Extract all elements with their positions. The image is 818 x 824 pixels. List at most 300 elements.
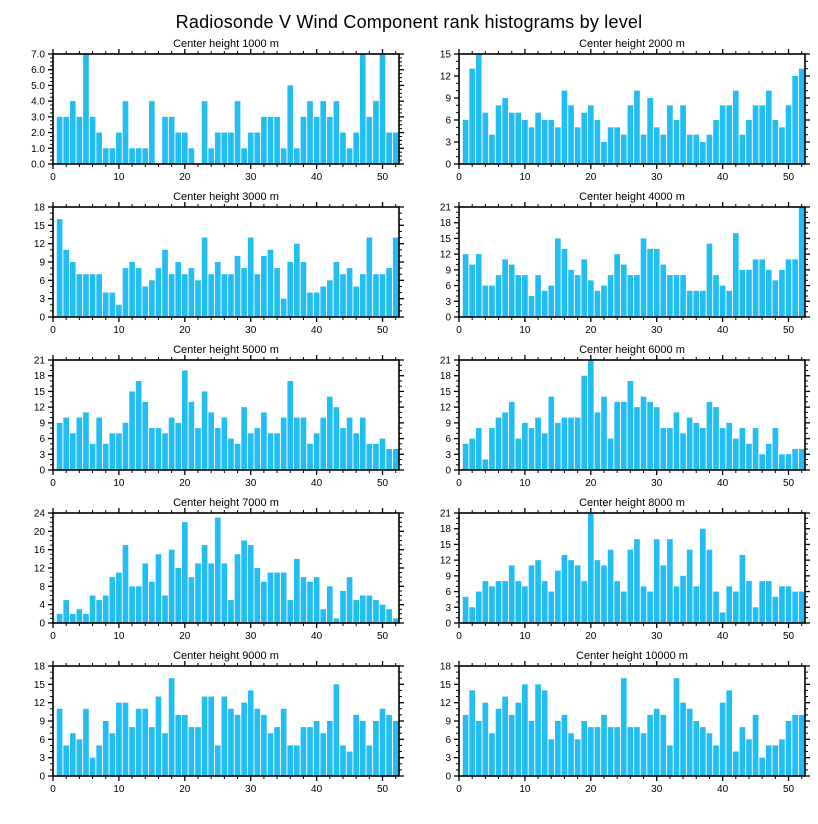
bar (116, 133, 122, 164)
histogram-panel (7, 343, 405, 495)
svg-text:4: 4 (39, 600, 45, 612)
bar (222, 133, 228, 164)
bar (740, 270, 746, 317)
bar (360, 274, 366, 317)
bar (713, 745, 719, 776)
bar (360, 596, 366, 624)
bar (608, 275, 614, 317)
bar (509, 402, 515, 470)
bars (463, 678, 805, 776)
bar (320, 609, 326, 623)
bar (241, 703, 247, 776)
svg-text:40: 40 (311, 478, 323, 489)
bar (621, 265, 627, 317)
bar (136, 268, 142, 317)
svg-text:9: 9 (445, 571, 451, 583)
bar (759, 259, 765, 317)
svg-text:50: 50 (376, 784, 389, 795)
bar (693, 135, 699, 164)
svg-text:30: 30 (651, 631, 663, 642)
bar (353, 286, 359, 317)
bar (103, 444, 109, 470)
bar (175, 568, 181, 623)
bar (287, 600, 293, 623)
bar (334, 684, 340, 776)
histogram-panel (413, 343, 811, 495)
bar (562, 555, 568, 623)
svg-text:0: 0 (39, 312, 45, 324)
bar (63, 250, 69, 317)
bar (149, 727, 155, 776)
svg-text:40: 40 (717, 172, 729, 183)
bar (301, 577, 307, 623)
bar (136, 709, 142, 776)
bar (476, 592, 482, 623)
bar (116, 305, 122, 317)
bars (463, 54, 805, 164)
svg-text:50: 50 (376, 478, 389, 489)
bar (340, 745, 346, 776)
bar (281, 573, 287, 623)
bar (515, 113, 521, 164)
svg-text:3.0: 3.0 (31, 112, 45, 124)
bar (502, 697, 508, 776)
bar (628, 727, 634, 776)
bar (654, 539, 660, 623)
bar (720, 703, 726, 776)
bar (601, 565, 607, 623)
svg-text:0: 0 (39, 618, 45, 630)
bar (779, 270, 785, 317)
svg-text:6: 6 (445, 587, 451, 599)
bar (687, 418, 693, 470)
svg-text:0: 0 (445, 312, 451, 324)
bar (779, 586, 785, 623)
bar (90, 758, 96, 776)
bar (57, 614, 63, 623)
bar (109, 293, 115, 317)
bar (116, 573, 122, 623)
panel-title: Center height 8000 m (579, 497, 685, 509)
histogram-panel (413, 37, 811, 189)
histogram-panel (413, 649, 811, 801)
svg-text:8: 8 (39, 581, 45, 593)
bar (314, 577, 320, 623)
svg-text:50: 50 (782, 325, 795, 336)
bar (393, 721, 399, 776)
bar (660, 565, 666, 623)
rank-histogram-svg (7, 37, 405, 189)
svg-text:9: 9 (39, 257, 45, 269)
bar (222, 563, 228, 623)
bar (773, 428, 779, 470)
bar (568, 105, 574, 164)
bar (70, 614, 76, 623)
bar (628, 381, 634, 470)
bar (215, 428, 221, 470)
bar (77, 274, 83, 317)
panel-title: Center height 10000 m (576, 650, 688, 662)
bar (208, 697, 214, 776)
bar (667, 275, 673, 317)
bar (799, 69, 805, 164)
bar (509, 715, 515, 776)
bar (169, 678, 175, 776)
svg-text:6: 6 (39, 275, 45, 287)
svg-text:50: 50 (376, 172, 389, 183)
svg-text:15: 15 (33, 386, 45, 398)
bar (380, 439, 386, 470)
svg-text:50: 50 (782, 478, 795, 489)
svg-text:50: 50 (782, 172, 795, 183)
bar (90, 444, 96, 470)
bar (320, 101, 326, 164)
bar (509, 113, 515, 164)
svg-text:1.0: 1.0 (31, 143, 45, 155)
bar (77, 609, 83, 623)
bar (63, 418, 69, 470)
bar (595, 291, 601, 317)
bar (393, 133, 399, 164)
bar (182, 370, 188, 470)
svg-text:10: 10 (519, 631, 531, 642)
bar (568, 733, 574, 776)
bar (202, 101, 208, 164)
bar (156, 554, 162, 623)
bars (463, 207, 805, 317)
page-title: Radiosonde V Wind Component rank histograms by level (175, 12, 643, 32)
svg-text:20: 20 (179, 784, 191, 795)
bar (720, 286, 726, 317)
bar (581, 113, 587, 164)
bar (109, 733, 115, 776)
bar (779, 127, 785, 164)
svg-text:0: 0 (445, 159, 451, 171)
panels-grid (0, 37, 818, 801)
bar (103, 721, 109, 776)
bar (792, 76, 798, 164)
bar (766, 444, 772, 470)
bar (628, 275, 634, 317)
bar (123, 703, 129, 776)
bar (641, 733, 647, 776)
svg-text:40: 40 (717, 325, 729, 336)
bar (307, 444, 313, 470)
bar (463, 597, 469, 623)
svg-text:0: 0 (50, 325, 56, 336)
bar (123, 101, 129, 164)
rank-histogram-svg (7, 343, 405, 495)
bar (228, 600, 234, 623)
bar (720, 428, 726, 470)
bar (759, 454, 765, 470)
bar (334, 262, 340, 317)
bar (726, 105, 732, 164)
bar (360, 721, 366, 776)
bar (202, 545, 208, 623)
bar (726, 586, 732, 623)
bar (195, 280, 201, 317)
bar (129, 586, 135, 623)
bar (149, 428, 155, 470)
bar (588, 513, 594, 623)
bar (674, 275, 680, 317)
bar (254, 133, 260, 164)
svg-text:6: 6 (445, 434, 451, 446)
histogram-panel (7, 37, 405, 189)
bars (463, 513, 805, 623)
bar (327, 586, 333, 623)
bar (595, 412, 601, 470)
panel-title: Center height 2000 m (579, 38, 685, 50)
bar (261, 117, 267, 164)
bar (182, 133, 188, 164)
bar (509, 565, 515, 623)
bar (634, 727, 640, 776)
bar (667, 105, 673, 164)
bar (660, 715, 666, 776)
bar (654, 407, 660, 470)
bar (588, 105, 594, 164)
bar (367, 596, 373, 624)
svg-text:18: 18 (439, 218, 451, 230)
svg-text:3: 3 (39, 449, 45, 461)
bar (726, 690, 732, 776)
bar (601, 397, 607, 470)
bar (641, 586, 647, 623)
bar (766, 745, 772, 776)
bar (792, 592, 798, 623)
bar (116, 703, 122, 776)
rank-histogram-svg (7, 190, 405, 342)
bar (608, 127, 614, 164)
bar (555, 423, 561, 470)
svg-text:30: 30 (651, 325, 663, 336)
svg-text:50: 50 (782, 631, 795, 642)
bar (740, 555, 746, 623)
bar (581, 376, 587, 470)
bar (707, 733, 713, 776)
bar (740, 135, 746, 164)
svg-text:40: 40 (311, 325, 323, 336)
bar (274, 117, 280, 164)
bar (109, 433, 115, 470)
bar (103, 293, 109, 317)
bar (142, 148, 148, 164)
bar (294, 418, 300, 470)
svg-text:12: 12 (439, 249, 451, 261)
bar (595, 727, 601, 776)
bar (588, 280, 594, 317)
bar (792, 259, 798, 317)
bar (680, 433, 686, 470)
bar (680, 105, 686, 164)
bar (189, 577, 195, 623)
bar (713, 120, 719, 164)
bar (522, 586, 528, 623)
bar (353, 600, 359, 623)
bar (189, 727, 195, 776)
svg-text:0: 0 (445, 465, 451, 477)
bar (208, 274, 214, 317)
bar (753, 715, 759, 776)
bar (621, 678, 627, 776)
bar (463, 444, 469, 470)
bar (674, 678, 680, 776)
bar (123, 545, 129, 623)
bar (660, 135, 666, 164)
bar (182, 274, 188, 317)
bar (109, 148, 115, 164)
svg-text:3: 3 (445, 296, 451, 308)
bar (373, 721, 379, 776)
svg-text:3: 3 (445, 602, 451, 614)
bar (373, 101, 379, 164)
svg-text:10: 10 (519, 784, 531, 795)
bar (614, 581, 620, 623)
svg-text:30: 30 (245, 172, 257, 183)
bar (759, 581, 765, 623)
bar (261, 256, 267, 317)
bar (274, 268, 280, 317)
bar (70, 733, 76, 776)
svg-text:6: 6 (39, 734, 45, 746)
svg-text:9: 9 (39, 418, 45, 430)
bar (202, 697, 208, 776)
svg-text:10: 10 (519, 325, 531, 336)
svg-text:4.0: 4.0 (31, 96, 45, 108)
bar (647, 249, 653, 317)
svg-text:20: 20 (179, 325, 191, 336)
svg-text:40: 40 (717, 478, 729, 489)
bar (496, 581, 502, 623)
svg-text:10: 10 (519, 478, 531, 489)
bar (175, 715, 181, 776)
bar (307, 727, 313, 776)
bar (57, 219, 63, 317)
bar (562, 249, 568, 317)
bar (515, 275, 521, 317)
bar (149, 280, 155, 317)
bar (746, 739, 752, 776)
bar (542, 433, 548, 470)
svg-text:0: 0 (445, 618, 451, 630)
bar (463, 254, 469, 317)
bar (713, 407, 719, 470)
bar (162, 433, 168, 470)
bar (634, 275, 640, 317)
bar (720, 613, 726, 623)
bar (483, 113, 489, 164)
bar (529, 296, 535, 317)
panel-title: Center height 5000 m (173, 344, 279, 356)
bar (746, 270, 752, 317)
bar (548, 592, 554, 623)
bar (340, 428, 346, 470)
bar (307, 293, 313, 317)
bar (502, 98, 508, 164)
bar (70, 433, 76, 470)
bar (496, 105, 502, 164)
svg-text:50: 50 (376, 631, 389, 642)
bar (360, 54, 366, 164)
bar (753, 428, 759, 470)
bar (680, 275, 686, 317)
svg-text:15: 15 (439, 679, 451, 691)
bar (314, 721, 320, 776)
bar (773, 280, 779, 317)
bar (175, 423, 181, 470)
bar (654, 709, 660, 776)
bar (83, 412, 89, 470)
bar (294, 244, 300, 317)
svg-text:20: 20 (585, 631, 597, 642)
bar (469, 439, 475, 470)
bar (502, 581, 508, 623)
bar (373, 600, 379, 623)
bar (189, 148, 195, 164)
svg-text:20: 20 (179, 172, 191, 183)
bar (608, 439, 614, 470)
bar (281, 148, 287, 164)
bar (380, 605, 386, 623)
svg-text:0: 0 (50, 172, 56, 183)
svg-text:3: 3 (39, 753, 45, 765)
bar (228, 709, 234, 776)
bar (476, 721, 482, 776)
bar (83, 614, 89, 623)
bar (680, 576, 686, 623)
bar (241, 268, 247, 317)
svg-text:15: 15 (33, 679, 45, 691)
svg-text:50: 50 (782, 784, 795, 795)
bar (509, 265, 515, 317)
svg-text:18: 18 (439, 524, 451, 536)
rank-histogram-svg (7, 496, 405, 648)
bar (268, 433, 274, 470)
histogram-panel (413, 190, 811, 342)
svg-text:18: 18 (33, 202, 45, 214)
bar (248, 433, 254, 470)
bar (746, 444, 752, 470)
bar (595, 120, 601, 164)
svg-text:15: 15 (439, 539, 451, 551)
bar (542, 690, 548, 776)
bar (63, 117, 69, 164)
bar (588, 360, 594, 470)
bar (208, 563, 214, 623)
bar (235, 715, 241, 776)
bar (773, 120, 779, 164)
bar (169, 274, 175, 317)
bar (386, 268, 392, 317)
svg-text:0.0: 0.0 (31, 159, 45, 171)
bar (779, 454, 785, 470)
panel-title: Center height 9000 m (173, 650, 279, 662)
bar (287, 85, 293, 164)
bar (261, 582, 267, 623)
bar (515, 439, 521, 470)
bar (175, 133, 181, 164)
bar (753, 259, 759, 317)
bar (555, 721, 561, 776)
bar (535, 418, 541, 470)
bar (327, 280, 333, 317)
bar (496, 275, 502, 317)
svg-text:9: 9 (445, 93, 451, 105)
bar (469, 265, 475, 317)
header (0, 0, 818, 37)
